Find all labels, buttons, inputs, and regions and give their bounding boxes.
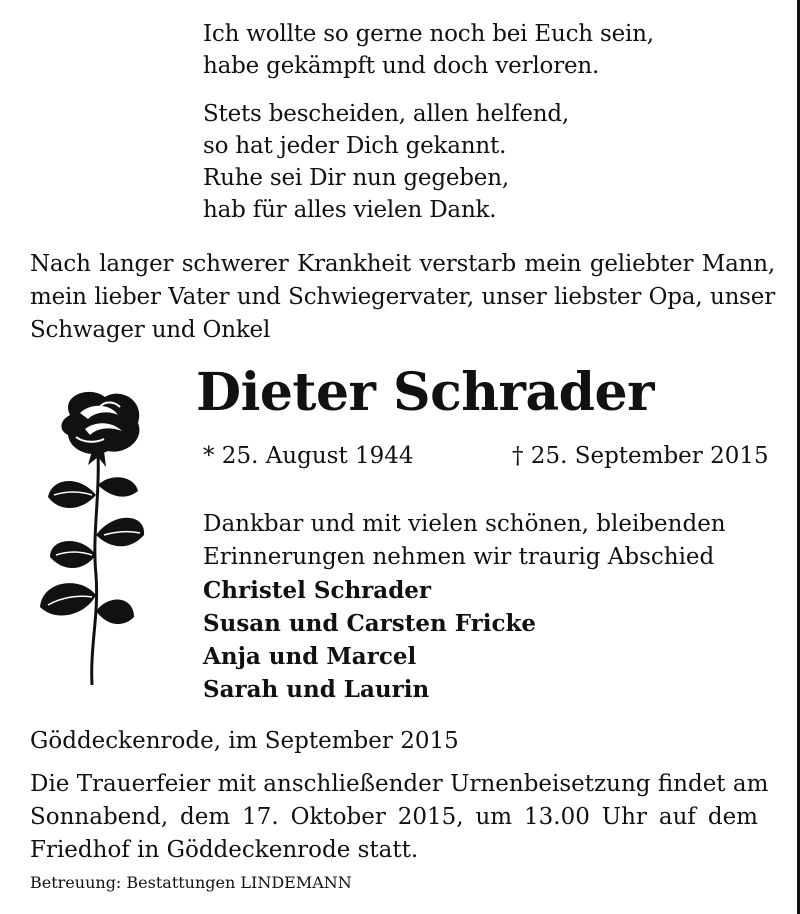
- mourner-name: Susan und Carsten Fricke: [203, 610, 537, 637]
- announcement-line: Nach langer schwerer Krankheit verstarb mein geliebter Mann,: [30, 251, 775, 277]
- service-line: Die Trauerfeier mit anschließender Urnenbeisetzung findet am: [30, 771, 769, 797]
- place-and-date: Göddeckenrode, im September 2015: [30, 728, 459, 754]
- death-date: † 25. September 2015: [512, 443, 769, 469]
- verse-line: Ich wollte so gerne noch bei Euch sein,: [203, 21, 654, 47]
- verse-line: habe gekämpft und doch verloren.: [203, 53, 600, 79]
- mourner-name: Christel Schrader: [203, 577, 432, 604]
- death-announcement: [30, 248, 775, 347]
- service-line: Sonnabend, dem 17. Oktober 2015, um 13.00 Uhr auf dem: [30, 804, 758, 830]
- verse-stanza-2: [203, 98, 569, 226]
- verse-line: Ruhe sei Dir nun gegeben,: [203, 165, 509, 191]
- verse-stanza-1: [203, 18, 654, 82]
- service-line: Friedhof in Göddeckenrode statt.: [30, 837, 419, 863]
- farewell-line: Erinnerungen nehmen wir traurig Abschied: [203, 544, 715, 570]
- birth-date: * 25. August 1944: [203, 443, 414, 469]
- announcement-line: Schwager und Onkel: [30, 317, 271, 343]
- funeral-home-credit: Betreuung: Bestattungen LINDEMANN: [30, 873, 352, 892]
- verse-line: so hat jeder Dich gekannt.: [203, 133, 507, 159]
- farewell-line: Dankbar und mit vielen schönen, bleibenden: [203, 511, 726, 537]
- mourners-block: [203, 508, 726, 706]
- rose-icon: [30, 385, 160, 695]
- deceased-name: Dieter Schrader: [196, 362, 654, 423]
- verse-line: Stets bescheiden, allen helfend,: [203, 101, 570, 127]
- verse-line: hab für alles vielen Dank.: [203, 197, 497, 223]
- mourner-name: Anja und Marcel: [203, 643, 417, 670]
- funeral-service-info: [30, 768, 769, 867]
- announcement-line: mein lieber Vater und Schwiegervater, unser liebster Opa, unser: [30, 284, 775, 310]
- mourner-name: Sarah und Laurin: [203, 676, 430, 703]
